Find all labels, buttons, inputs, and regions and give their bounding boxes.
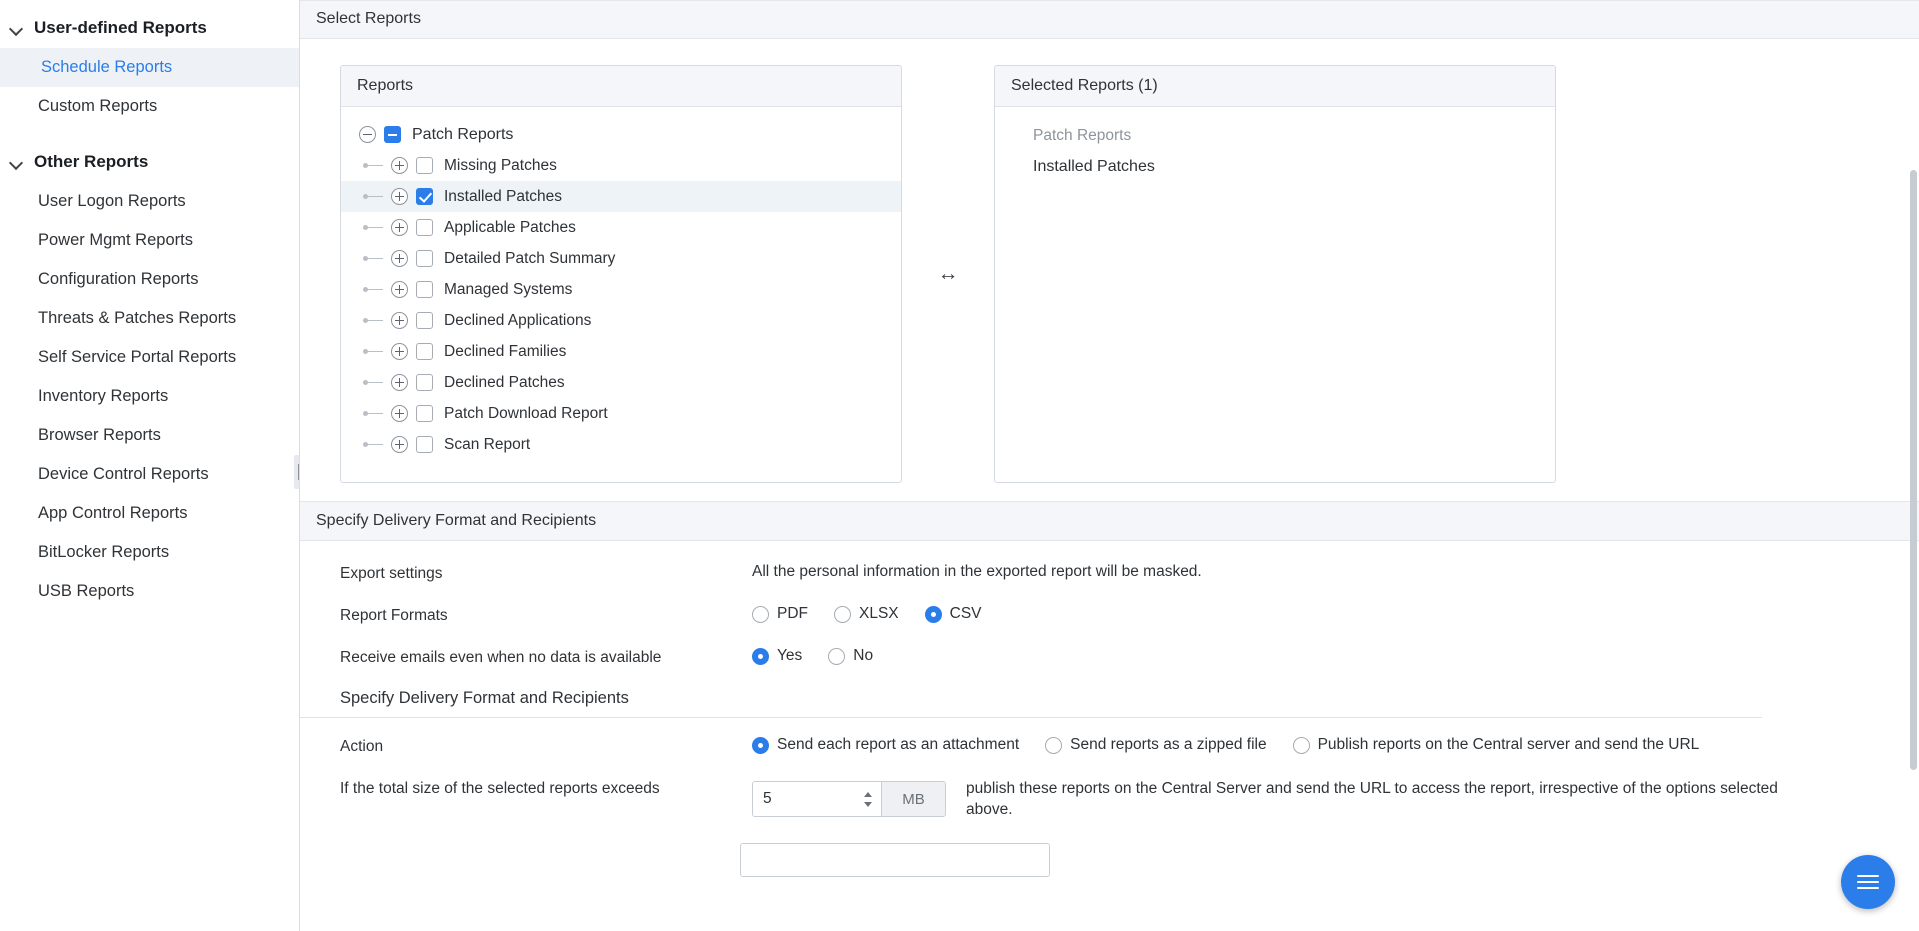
- expand-icon[interactable]: [391, 312, 408, 329]
- checkbox-installed-patches[interactable]: [416, 188, 433, 205]
- collapse-icon[interactable]: [359, 126, 376, 143]
- tree-node-installed-patches[interactable]: [341, 181, 901, 212]
- top-divider: [300, 0, 1919, 1]
- selected-reports-list-container[interactable]: [995, 107, 1555, 482]
- select-reports-body: [300, 39, 1919, 501]
- menu-icon-line-2: [1857, 881, 1879, 883]
- sidebar-item-power-mgmt-reports[interactable]: [0, 221, 299, 260]
- radio-label-send-each-attachment: Send each report as an attachment: [777, 736, 1020, 753]
- sidebar-group-other-reports[interactable]: [0, 142, 299, 182]
- sidebar-item-inventory-reports[interactable]: [0, 377, 299, 416]
- sidebar-item-self-service-portal-reports[interactable]: [0, 338, 299, 377]
- selected-reports-panel: [994, 65, 1556, 483]
- sidebar-item-label: Power Mgmt Reports: [38, 231, 193, 249]
- sidebar-item-app-control-reports[interactable]: [0, 494, 299, 533]
- expand-icon[interactable]: [391, 219, 408, 236]
- tree-node-missing-patches[interactable]: [341, 150, 901, 181]
- expand-icon[interactable]: [391, 281, 408, 298]
- radio-icon-send-zipped: [1045, 737, 1062, 754]
- radio-option-receive-no[interactable]: [828, 647, 873, 665]
- radio-icon-publish-central: [1293, 737, 1310, 754]
- stepper-up-icon[interactable]: [864, 792, 872, 797]
- sidebar-group-spacer: [0, 126, 299, 142]
- tree-connector-icon: [359, 219, 391, 236]
- swap-arrows-icon: ↔: [937, 262, 959, 285]
- sidebar: [0, 0, 300, 931]
- tree-connector-icon: [359, 374, 391, 391]
- size-threshold-label: If the total size of the selected reports exceeds: [340, 780, 660, 797]
- main-content: [300, 0, 1919, 931]
- radio-option-csv[interactable]: [925, 605, 982, 623]
- sidebar-item-label: Configuration Reports: [38, 270, 199, 288]
- sidebar-item-label: Schedule Reports: [41, 58, 173, 76]
- checkbox-patch-reports[interactable]: [384, 126, 401, 143]
- checkbox-declined-families[interactable]: [416, 343, 433, 360]
- sidebar-item-label: Threats & Patches Reports: [38, 309, 237, 327]
- expand-icon[interactable]: [391, 405, 408, 422]
- export-settings-label: Export settings: [340, 565, 443, 582]
- size-threshold-input[interactable]: [753, 782, 861, 816]
- sidebar-item-browser-reports[interactable]: [0, 416, 299, 455]
- expand-icon[interactable]: [391, 188, 408, 205]
- tree-node-declined-patches[interactable]: [341, 367, 901, 398]
- tree-node-managed-systems[interactable]: [341, 274, 901, 305]
- sidebar-item-device-control-reports[interactable]: [0, 455, 299, 494]
- radio-label-publish-central: Publish reports on the Central server and send the URL: [1317, 736, 1700, 753]
- tree-node-label: Detailed Patch Summary: [444, 249, 616, 267]
- reports-panel-title: Reports: [357, 77, 414, 94]
- export-settings-text: All the personal information in the exported report will be masked.: [752, 563, 1202, 580]
- tree-node-label: Installed Patches: [444, 187, 563, 205]
- menu-icon-line-3: [1857, 887, 1879, 889]
- section-title: Select Reports: [316, 10, 421, 27]
- radio-option-publish-central[interactable]: [1293, 736, 1700, 754]
- tree-node-patch-download-report[interactable]: [341, 398, 901, 429]
- row-action: [300, 736, 1919, 756]
- tree-node-label: Declined Families: [444, 342, 567, 360]
- expand-icon[interactable]: [391, 250, 408, 267]
- tree-node-applicable-patches[interactable]: [341, 212, 901, 243]
- tree-connector-icon: [359, 405, 391, 422]
- radio-icon-xlsx: [834, 606, 851, 623]
- tree-node-label: Scan Report: [444, 435, 531, 453]
- action-label: Action: [340, 738, 384, 755]
- radio-icon-no: [828, 648, 845, 665]
- radio-label-csv: CSV: [949, 605, 982, 622]
- radio-option-xlsx[interactable]: [834, 605, 899, 623]
- receive-emails-label: Receive emails even when no data is available: [340, 649, 662, 666]
- report-formats-label: Report Formats: [340, 607, 448, 624]
- recipients-input[interactable]: [740, 843, 1050, 877]
- radio-icon-csv: [925, 606, 942, 623]
- tree-connector-icon: [359, 188, 391, 205]
- section-title: Specify Delivery Format and Recipients: [316, 512, 597, 529]
- sidebar-item-label: User Logon Reports: [38, 192, 186, 210]
- row-receive-emails: [300, 647, 1919, 667]
- sidebar-item-label: Inventory Reports: [38, 387, 169, 405]
- sidebar-item-user-logon-reports[interactable]: [0, 182, 299, 221]
- tree-node-label: Managed Systems: [444, 280, 573, 298]
- tree-node-label: Declined Patches: [444, 373, 565, 391]
- radio-option-pdf[interactable]: [752, 605, 808, 623]
- radio-option-send-each-attachment[interactable]: [752, 736, 1019, 754]
- checkbox-patch-download-report[interactable]: [416, 405, 433, 422]
- expand-icon[interactable]: [391, 374, 408, 391]
- delivery-form: [300, 541, 1919, 877]
- section-header-delivery: [300, 501, 1919, 541]
- radio-option-receive-yes[interactable]: [752, 647, 802, 665]
- radio-label-send-zipped: Send reports as a zipped file: [1070, 736, 1267, 753]
- expand-icon[interactable]: [391, 157, 408, 174]
- selected-reports-title-bar: [995, 66, 1555, 107]
- chevron-down-icon: [10, 21, 24, 35]
- row-export-settings: [300, 563, 1919, 583]
- tree-node-patch-reports[interactable]: [341, 119, 901, 150]
- swap-reports-button[interactable]: [902, 65, 994, 483]
- chevron-down-icon: [10, 155, 24, 169]
- tree-node-scan-report[interactable]: [341, 429, 901, 460]
- checkbox-applicable-patches[interactable]: [416, 219, 433, 236]
- radio-icon-pdf: [752, 606, 769, 623]
- sidebar-item-label: App Control Reports: [38, 504, 188, 522]
- checkbox-scan-report[interactable]: [416, 436, 433, 453]
- selected-reports-title: Selected Reports (1): [1011, 77, 1158, 94]
- tree-node-declined-families[interactable]: [341, 336, 901, 367]
- tree-connector-icon: [359, 281, 391, 298]
- sidebar-item-label: Browser Reports: [38, 426, 161, 444]
- radio-option-send-zipped[interactable]: [1045, 736, 1266, 754]
- sidebar-item-label: Custom Reports: [38, 97, 158, 115]
- selected-report-item[interactable]: Installed Patches: [1033, 158, 1155, 175]
- sidebar-group-user-defined-reports[interactable]: [0, 8, 299, 48]
- delivery-sub-heading: Specify Delivery Format and Recipients: [300, 689, 1762, 718]
- reports-panel-title-bar: [341, 66, 901, 107]
- tree-node-label: Applicable Patches: [444, 218, 576, 236]
- expand-icon[interactable]: [391, 436, 408, 453]
- size-threshold-unit: MB: [881, 782, 945, 816]
- checkbox-managed-systems[interactable]: [416, 281, 433, 298]
- sidebar-item-usb-reports[interactable]: [0, 572, 299, 611]
- sidebar-item-label: Self Service Portal Reports: [38, 348, 237, 366]
- sidebar-item-bitlocker-reports[interactable]: [0, 533, 299, 572]
- sidebar-item-label: Device Control Reports: [38, 465, 209, 483]
- tree-connector-icon: [359, 312, 391, 329]
- tree-connector-icon: [359, 250, 391, 267]
- checkbox-detailed-patch-summary[interactable]: [416, 250, 433, 267]
- sidebar-item-configuration-reports[interactable]: [0, 260, 299, 299]
- reports-tree: [341, 107, 901, 460]
- tree-node-label: Missing Patches: [444, 156, 557, 174]
- sidebar-item-threats-and-patches-reports[interactable]: [0, 299, 299, 338]
- tree-connector-icon: [359, 343, 391, 360]
- size-threshold-stepper[interactable]: [752, 781, 946, 817]
- expand-icon[interactable]: [391, 343, 408, 360]
- sidebar-item-schedule-reports[interactable]: [0, 48, 299, 87]
- tree-node-detailed-patch-summary[interactable]: [341, 243, 901, 274]
- checkbox-declined-applications[interactable]: [416, 312, 433, 329]
- radio-icon-send-each-attachment: [752, 737, 769, 754]
- radio-label-pdf: PDF: [777, 605, 808, 622]
- checkbox-missing-patches[interactable]: [416, 157, 433, 174]
- row-report-formats: [300, 605, 1919, 625]
- stepper-down-icon[interactable]: [864, 802, 872, 807]
- size-threshold-note: publish these reports on the Central Server and send the URL to access the report, irrespective of the options selected above.: [966, 780, 1778, 818]
- sidebar-group-title: Other Reports: [34, 152, 149, 171]
- selected-report-group-label: Patch Reports: [1033, 127, 1132, 144]
- row-size-threshold: [300, 778, 1919, 821]
- menu-icon-line-1: [1857, 875, 1879, 877]
- tree-node-label: Patch Download Report: [444, 404, 608, 422]
- selected-reports-list: [995, 107, 1555, 181]
- sidebar-item-custom-reports[interactable]: [0, 87, 299, 126]
- tree-node-declined-applications[interactable]: [341, 305, 901, 336]
- main-vertical-scrollbar[interactable]: [1910, 170, 1917, 770]
- stepper-arrows[interactable]: [861, 782, 881, 816]
- radio-icon-yes: [752, 648, 769, 665]
- radio-label-yes: Yes: [777, 647, 803, 664]
- tree-connector-icon: [359, 436, 391, 453]
- section-header-select-reports: [300, 0, 1919, 39]
- reports-panel: [340, 65, 902, 483]
- checkbox-declined-patches[interactable]: [416, 374, 433, 391]
- sidebar-group-title: User-defined Reports: [34, 18, 207, 37]
- tree-connector-icon: [359, 157, 391, 174]
- sidebar-item-label: USB Reports: [38, 582, 135, 600]
- tree-node-label: Patch Reports: [412, 125, 514, 143]
- radio-label-xlsx: XLSX: [859, 605, 899, 622]
- sidebar-item-label: BitLocker Reports: [38, 543, 170, 561]
- reports-tree-container[interactable]: [341, 107, 901, 482]
- tree-node-label: Declined Applications: [444, 311, 592, 329]
- help-menu-fab-button[interactable]: [1841, 855, 1895, 909]
- radio-label-no: No: [853, 647, 874, 664]
